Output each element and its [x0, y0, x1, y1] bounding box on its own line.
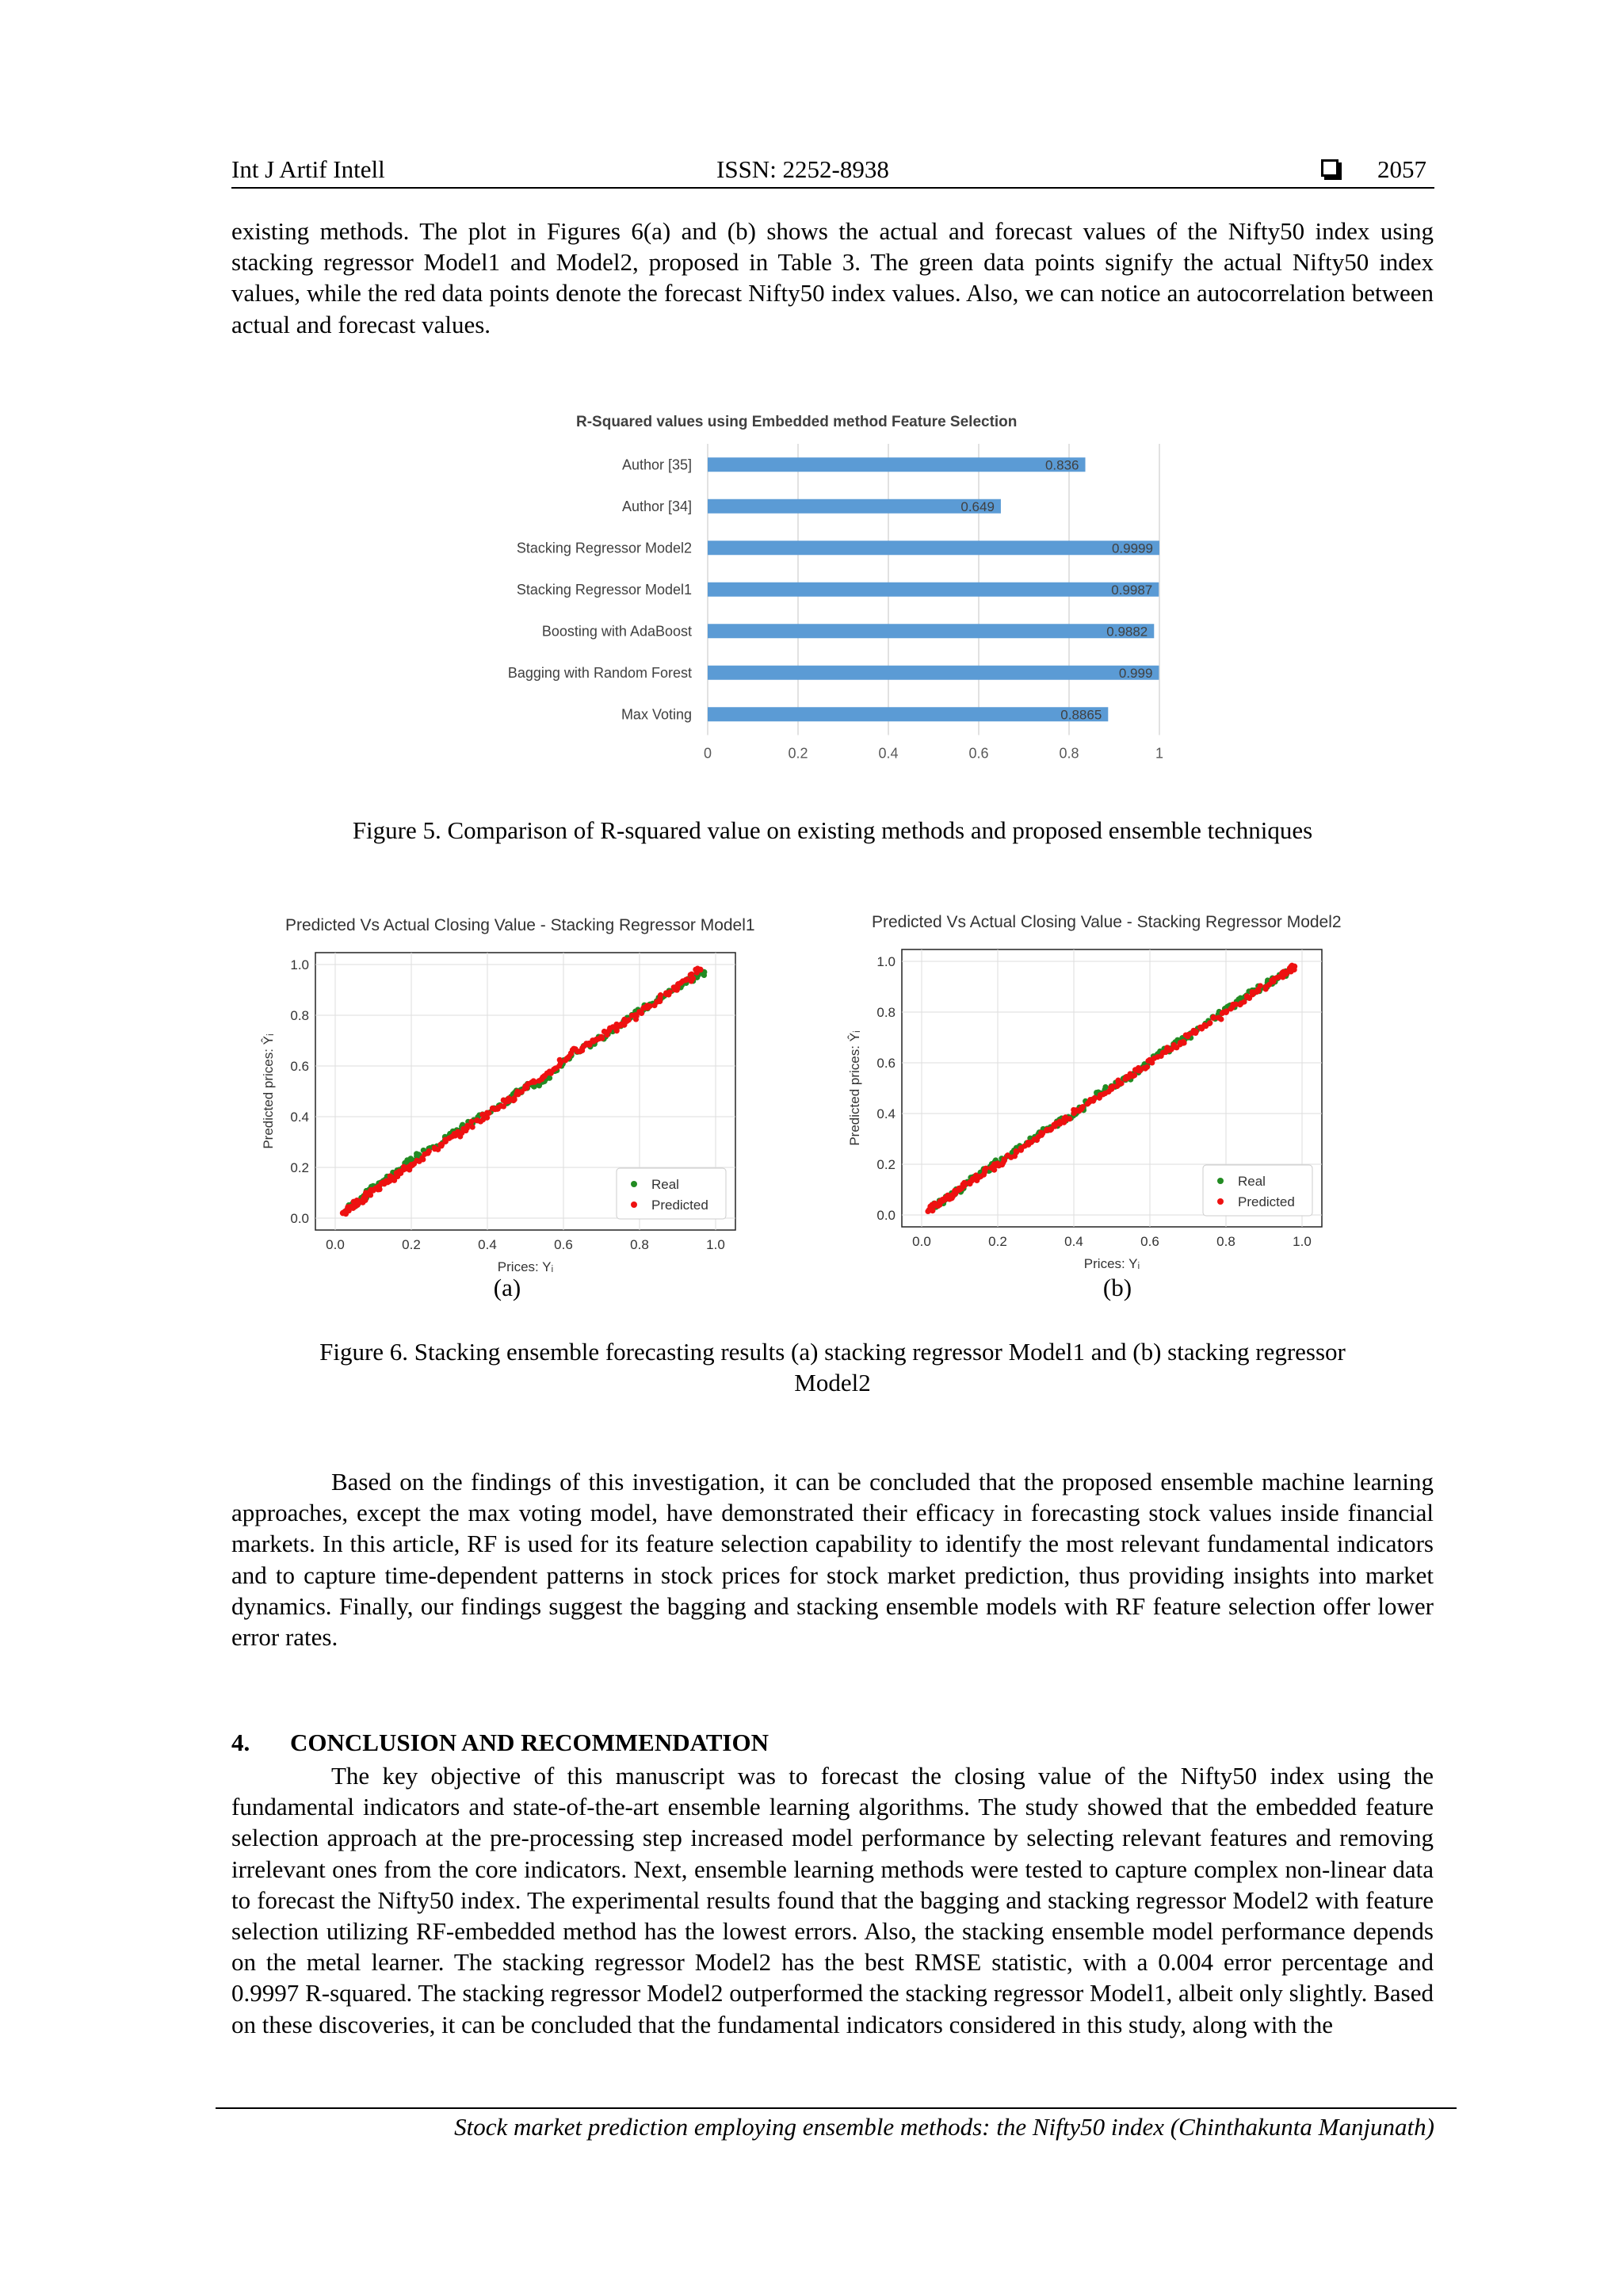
- figure-6a-scatter: [252, 911, 775, 1276]
- bar: [708, 624, 1154, 638]
- data-point: [639, 1010, 644, 1016]
- data-point: [1181, 1039, 1186, 1045]
- legend-label: Real: [651, 1177, 679, 1192]
- bar: [708, 583, 1159, 597]
- x-tick-label: 0.8: [630, 1237, 649, 1252]
- data-point: [557, 1057, 563, 1063]
- category-label: Author [34]: [621, 498, 692, 514]
- data-point: [983, 1166, 989, 1171]
- bar: [708, 499, 1001, 514]
- data-point: [568, 1050, 575, 1056]
- x-tick-label: 0.0: [912, 1234, 931, 1249]
- data-point: [1102, 1084, 1108, 1090]
- legend-marker: [1217, 1198, 1224, 1205]
- data-point: [1002, 1158, 1007, 1163]
- bar-value-label: 0.649: [960, 499, 995, 514]
- x-tick-label: 0.2: [988, 1234, 1007, 1249]
- issn: ISSN: 2252-8938: [716, 155, 889, 183]
- box-icon: [1321, 159, 1338, 177]
- data-point: [658, 992, 663, 998]
- data-point: [1292, 964, 1298, 970]
- page-number: 2057: [1377, 155, 1426, 183]
- figure-6-caption-line2: Model2: [794, 1369, 871, 1396]
- x-tick-label: 1.0: [1293, 1234, 1312, 1249]
- bar: [708, 457, 1086, 472]
- legend-marker: [1217, 1178, 1224, 1184]
- x-axis-label: Prices: Yᵢ: [1083, 1256, 1140, 1271]
- data-point: [389, 1175, 395, 1181]
- data-point: [1172, 1045, 1178, 1050]
- header-rule: [231, 187, 1434, 189]
- data-point: [1067, 1116, 1072, 1121]
- y-tick-label: 0.0: [290, 1211, 309, 1226]
- category-label: Bagging with Random Forest: [507, 664, 692, 681]
- y-tick-label: 1.0: [290, 957, 309, 972]
- y-tick-label: 1.0: [876, 954, 896, 969]
- y-axis-label: Predicted prices: Ŷᵢ: [261, 1033, 276, 1149]
- category-label: Boosting with AdaBoost: [541, 623, 692, 640]
- legend-marker: [631, 1201, 637, 1208]
- bar-value-label: 0.9987: [1111, 582, 1153, 598]
- data-point: [1109, 1085, 1115, 1091]
- data-point: [657, 999, 663, 1004]
- data-point: [461, 1126, 468, 1133]
- data-point: [486, 1110, 491, 1116]
- data-point: [644, 1005, 651, 1011]
- data-point: [1166, 1047, 1172, 1053]
- data-point: [683, 977, 689, 983]
- paragraph-2: Based on the findings of this investigation, it can be concluded that the proposed ensemble machine learning approaches, except the max voting model, have demonstrated their efficacy in forecasting stock values inside financial markets. In this article, RF is used for its feature selection capability to identify the most relevant fundamental indicators and to capture time-dependent patterns in stock prices for stock market prediction, thus providing insights into market dynamics. Finally, our findings suggest the bagging and stacking ensemble models with RF feature selection offer lower error rates.: [231, 1468, 1434, 1652]
- y-axis-label: Predicted prices: Ŷᵢ: [847, 1030, 862, 1146]
- category-label: Stacking Regressor Model1: [516, 581, 692, 598]
- x-tick-label: 0.6: [554, 1237, 573, 1252]
- legend-label: Real: [1238, 1174, 1266, 1189]
- x-tick-label: 0.6: [1140, 1234, 1159, 1249]
- figure-6-caption: [231, 1336, 1434, 1398]
- x-tick-label: 0.4: [478, 1237, 497, 1252]
- chart-title: R-Squared values using Embedded method Feature Selection: [576, 414, 1018, 430]
- legend-label: Predicted: [1238, 1194, 1295, 1209]
- data-point: [674, 984, 681, 991]
- figure-6-caption-line1: Figure 6. Stacking ensemble forecasting results (a) stacking regressor Model1 and (b) stacking regressor: [319, 1338, 1346, 1366]
- y-tick-label: 0.8: [876, 1005, 896, 1020]
- data-point: [1025, 1141, 1032, 1148]
- x-tick-label: 1: [1155, 745, 1164, 762]
- scatter-plot-b: [847, 913, 1342, 1271]
- category-label: Max Voting: [621, 706, 692, 723]
- data-point: [492, 1106, 498, 1113]
- y-tick-label: 0.2: [290, 1160, 309, 1175]
- bar-value-label: 0.836: [1044, 457, 1079, 473]
- bar-value-label: 0.8865: [1060, 707, 1102, 723]
- x-tick-label: 1.0: [706, 1237, 725, 1252]
- chart-title: Predicted Vs Actual Closing Value - Stacking Regressor Model1: [285, 916, 755, 934]
- data-point: [1218, 1016, 1224, 1022]
- y-tick-label: 0.4: [876, 1106, 896, 1121]
- data-point: [470, 1124, 475, 1129]
- data-point: [689, 972, 694, 977]
- y-tick-label: 0.8: [290, 1008, 309, 1023]
- data-point: [926, 1207, 933, 1213]
- data-point: [591, 1037, 598, 1044]
- data-point: [1079, 1106, 1085, 1112]
- section-number: 4.: [231, 1729, 250, 1756]
- x-tick-label: 0.6: [968, 745, 989, 762]
- bar-value-label: 0.9999: [1111, 541, 1153, 556]
- data-point: [506, 1098, 511, 1104]
- y-tick-label: 0.0: [876, 1208, 896, 1223]
- bar: [708, 707, 1108, 721]
- footer-rule: [216, 2107, 1457, 2109]
- x-tick-label: 0.2: [402, 1237, 421, 1252]
- figure-5-bar-chart: [468, 400, 1189, 789]
- data-point: [667, 989, 673, 995]
- data-point: [340, 1210, 346, 1217]
- x-tick-label: 0: [703, 745, 712, 762]
- x-tick-label: 0.8: [1059, 745, 1079, 762]
- bars: [508, 457, 1159, 722]
- data-point: [468, 1119, 474, 1125]
- figure-5-caption: Figure 5. Comparison of R-squared value on existing methods and proposed ensemble techniques: [352, 816, 1313, 844]
- section-title: CONCLUSION AND RECOMMENDATION: [290, 1729, 769, 1756]
- bar-value-label: 0.999: [1118, 665, 1153, 681]
- data-point: [1258, 983, 1263, 988]
- data-point: [1118, 1080, 1124, 1086]
- data-point: [1144, 1064, 1150, 1070]
- data-point: [1193, 1030, 1199, 1036]
- data-point: [995, 1161, 1001, 1167]
- x-tick-label: 0.0: [326, 1237, 345, 1252]
- journal-name: Int J Artif Intell: [231, 155, 385, 183]
- x-tick-label: 0.2: [788, 745, 808, 762]
- data-point: [697, 967, 704, 973]
- y-tick-label: 0.4: [290, 1110, 309, 1125]
- paragraph-3: The key objective of this manuscript was to forecast the closing value of the Nifty50 index using the fundamental indicators and state-of-the-art ensemble learning algorithms. The study showed that the embedded feature selection approach at the pre-processing step increased model performance by selecting relevant features and removing irrelevant ones from the core indicators. Next, ensemble learning methods were tested to capture complex non-linear data to forecast the Nifty50 index. The experimental results found that the bagging and stacking regressor Model2 with feature selection utilizing RF-embedded method has the lowest errors. Also, the stacking ensemble model performance depends on the metal learner. The stacking regressor Model2 has the best RMSE statistic, with a 0.004 error percentage and 0.9997 R-squared. The stacking regressor Model2 outperformed the stacking regressor Model1, albeit only slightly. Based on these discoveries, it can be concluded that the fundamental indicators considered in this study, along with the: [231, 1762, 1434, 2038]
- x-ticks: [704, 746, 1163, 762]
- category-label: Author [35]: [621, 457, 692, 473]
- category-label: Stacking Regressor Model2: [516, 540, 692, 556]
- data-point: [981, 1172, 987, 1178]
- data-point: [598, 1034, 604, 1040]
- data-point: [976, 1174, 982, 1180]
- data-point: [370, 1187, 376, 1194]
- data-point: [408, 1162, 414, 1168]
- x-tick-label: 0.8: [1216, 1234, 1235, 1249]
- data-point: [1132, 1072, 1137, 1078]
- figure-6b-scatter: [838, 908, 1361, 1273]
- paragraph-1: existing methods. The plot in Figures 6(a) and (b) shows the actual and forecast values of the Nifty50 index using stacking regressor Model1 and Model2, proposed in Table 3. The green data points signify the actual Nifty50 index values, while the red data points denote the forecast Nifty50 index values. Also, we can notice an autocorrelation between actual and forecast values.: [231, 217, 1434, 338]
- data-point: [355, 1200, 361, 1206]
- data-point: [1223, 1009, 1229, 1015]
- data-point: [941, 1197, 948, 1203]
- data-point: [515, 1091, 521, 1097]
- legend-marker: [631, 1181, 637, 1187]
- data-point: [957, 1186, 963, 1193]
- data-point: [961, 1180, 967, 1186]
- y-tick-label: 0.2: [876, 1157, 896, 1172]
- data-point: [1241, 999, 1247, 1004]
- legend-label: Predicted: [651, 1198, 708, 1213]
- data-point: [426, 1148, 432, 1154]
- data-point: [1136, 1068, 1142, 1074]
- data-point: [439, 1141, 445, 1148]
- y-tick-label: 0.6: [290, 1059, 309, 1074]
- bar: [708, 666, 1159, 680]
- running-footer: Stock market prediction employing ensemble methods: the Nifty50 index (Chinthakunta Manjunath): [454, 2113, 1434, 2141]
- scatter-plot-a: [261, 916, 755, 1274]
- data-point: [1280, 971, 1286, 977]
- data-point: [1052, 1123, 1058, 1129]
- data-point: [1254, 989, 1260, 995]
- data-point: [1211, 1014, 1216, 1020]
- y-tick-label: 0.6: [876, 1056, 896, 1071]
- data-point: [1207, 1020, 1212, 1026]
- bar: [708, 541, 1159, 555]
- x-tick-label: 0.4: [1064, 1234, 1083, 1249]
- data-point: [541, 1073, 548, 1079]
- bar-value-label: 0.9882: [1106, 624, 1148, 640]
- subfigure-b-label: (b): [1102, 1274, 1132, 1301]
- x-tick-label: 0.4: [878, 745, 899, 762]
- x-axis-label: Prices: Yᵢ: [497, 1259, 554, 1274]
- section-heading: [231, 1729, 769, 1757]
- chart-title: Predicted Vs Actual Closing Value - Stacking Regressor Model2: [872, 913, 1342, 931]
- data-point: [617, 1022, 624, 1029]
- subfigure-a-label: (a): [493, 1274, 521, 1301]
